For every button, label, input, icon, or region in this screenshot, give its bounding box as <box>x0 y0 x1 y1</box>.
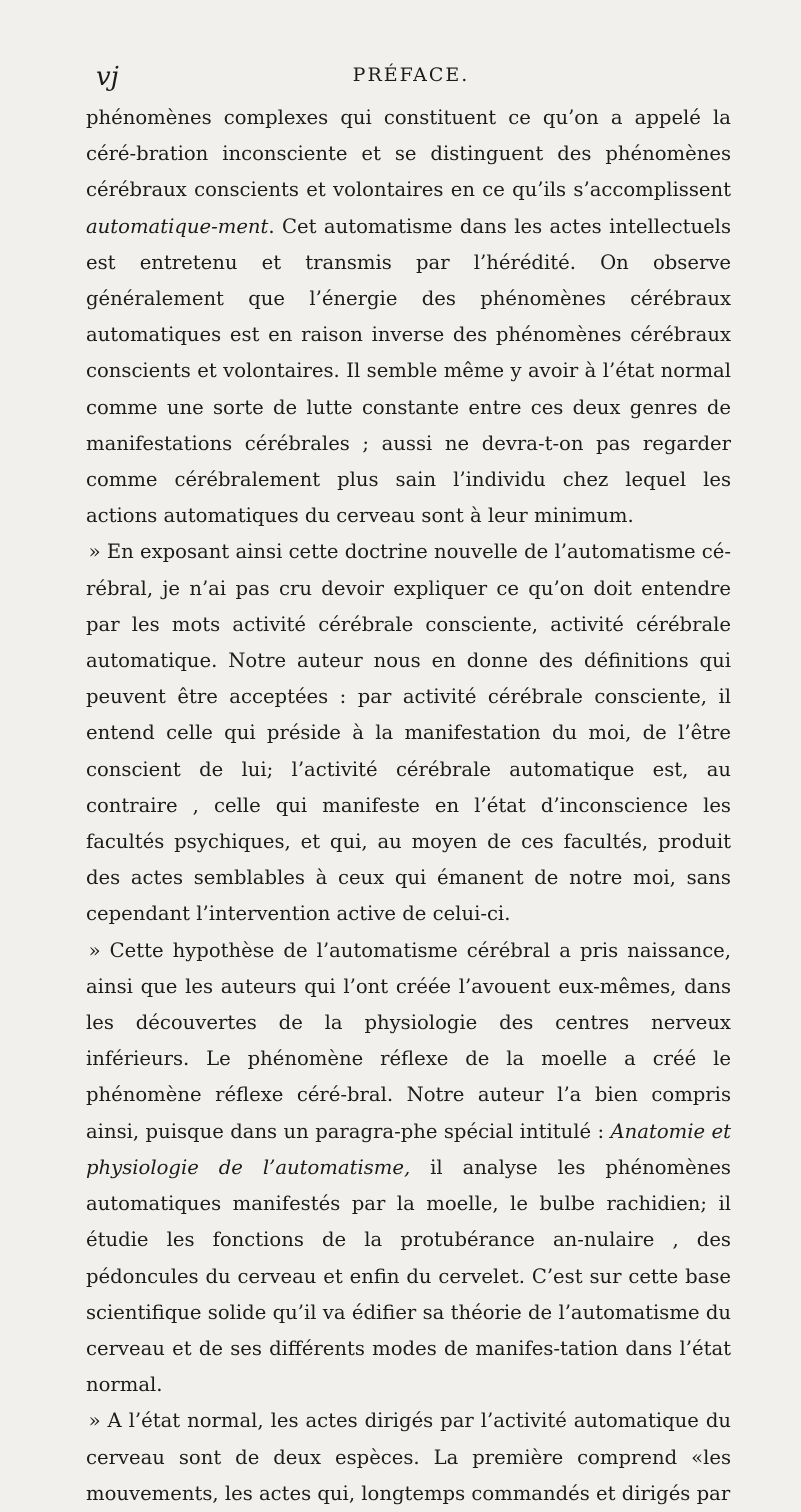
page-header <box>96 62 726 92</box>
paragraph-text: il analyse les phénomènes automatiques manifestés par la moelle, le bulbe rachidien; il étudie les fonctions de la protubérance an-nulaire , des pédoncules du cerveau et enfin du cervelet. C’est sur cette base scientifique solide qu’il va édifier sa théorie de l’automatisme du cerveau et de ses différents modes de manifes-tation dans l’état normal. <box>86 1155 731 1397</box>
paragraph-text: » En exposant ainsi cette doctrine nouvelle de l’automatisme cé-rébral, je n’ai pas cru devoir expliquer ce qu’on doit entendre par les mots activité cérébrale consciente, activité cérébrale automatique. Notre auteur nous en donne des définitions qui peuvent être acceptées : par activité cérébrale consciente, il entend celle qui préside à la manifestation du moi, de l’être conscient de lui; l’activité cérébrale automatique est, au contraire , celle qui manifeste en l’état d’inconscience les facultés psychiques, et qui, au moyen de ces facultés, produit des actes semblables à ceux qui émanent de notre moi, sans cependant l’intervention active de celui-ci. <box>86 540 731 926</box>
paragraph-1 <box>86 100 731 534</box>
paragraph-text: . Cet automatisme dans les actes intellectuels est entretenu et transmis par l’hérédité. On observe généralement que l’énergie des phénomènes cérébraux automatiques est en raison inverse des phénomènes cérébraux conscients et volontaires. Il semble même y avoir à l’état normal comme une sorte de lutte constante entre ces deux genres de manifestations cérébrales ; aussi ne devra-t-on pas regarder comme cérébralement plus sain l’individu chez lequel les actions automatiques du cerveau sont à leur minimum. <box>86 214 731 528</box>
body-text <box>86 100 731 1512</box>
paragraph-text: phénomènes complexes qui constituent ce qu’on a appelé la céré-bration inconsciente et se distinguent des phénomènes cérébraux conscients et volontaires en ce qu’ils s’accomplissent <box>86 106 731 202</box>
paragraph-3 <box>86 933 731 1404</box>
italic-title: Anatomie et physiologie de l’automatisme, <box>86 1119 731 1179</box>
paragraph-text: » Cette hypothèse de l’automatisme cérébral a pris naissance, ainsi que les auteurs qui l’ont créée l’avouent eux-mêmes, dans les découvertes de la physiologie des centres nerveux inférieurs. Le phénomène réflexe de la moelle a créé le phénomène réflexe céré-bral. Notre auteur l’a bien compris ainsi, puisque dans un paragra-phe spécial intitulé : <box>86 938 731 1143</box>
paragraph-4 <box>86 1403 731 1512</box>
italic-text: automatique-ment <box>86 214 269 238</box>
running-head: PRÉFACE. <box>352 64 470 86</box>
paragraph-text: » A l’état normal, les actes dirigés par l’activité automatique du cerveau sont de deux espèces. La première comprend «les mouvements, les actes qui, longtemps commandés et dirigés par <box>86 1409 731 1505</box>
page-number: vj <box>96 62 119 92</box>
paragraph-2 <box>86 534 731 932</box>
